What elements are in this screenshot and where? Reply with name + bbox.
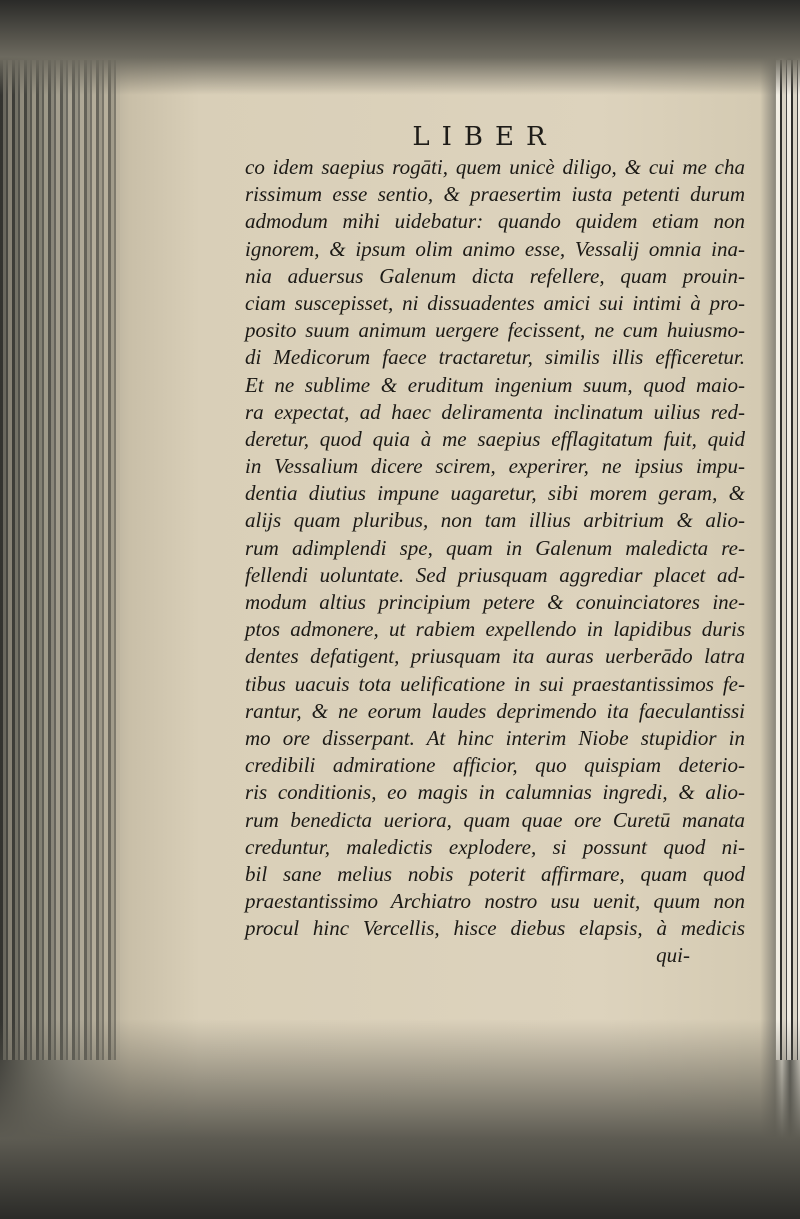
- text-line: di Medicorum faece tractaretur, similis illis efficeretur.: [245, 345, 745, 370]
- text-line: ptos admonere, ut rabiem expellendo in lapidibus duris: [245, 617, 745, 642]
- text-line: modum altius principium petere & conuinciatores ine-: [245, 590, 745, 614]
- text-line-row: [245, 263, 745, 290]
- text-line: ignorem, & ipsum olim animo esse, Vessalij omnia ina-: [245, 236, 745, 261]
- bottom-shadow: [0, 1019, 800, 1219]
- text-line: procul hinc Vercellis, hisce diebus elapsis, à medicis: [245, 916, 745, 941]
- text-line-row: [245, 562, 745, 589]
- text-line: admodum mihi uidebatur: quando quidem etiam non: [245, 209, 745, 234]
- text-line-row: [245, 236, 745, 263]
- text-line: dentia diutius impune uagaretur, sibi morem geram, &: [245, 481, 745, 506]
- book-page: [245, 120, 745, 969]
- text-line: dentes defatigent, priusquam ita auras uerberādo latra: [245, 644, 745, 669]
- text-line: Et ne sublime & eruditum ingenium suum, quod maio-: [245, 372, 745, 397]
- text-line-row: [245, 834, 745, 861]
- text-line: co idem saepius rogāti, quem unicè diligo, & cui me cha: [245, 155, 745, 179]
- text-line-row: [245, 453, 745, 480]
- body-text: [245, 154, 745, 942]
- text-line-row: [245, 399, 745, 426]
- text-line-row: [245, 779, 745, 806]
- text-line: credibili admiratione afficior, quo quispiam deterio-: [245, 753, 745, 778]
- text-line-row: [245, 290, 745, 317]
- text-line-row: [245, 643, 745, 670]
- text-line-row: [245, 344, 745, 371]
- text-line-row: [245, 725, 745, 752]
- text-line-row: [245, 671, 745, 698]
- text-line: ris conditionis, eo magis in calumnias ingredi, & alio-: [245, 780, 745, 805]
- text-line-row: [245, 589, 745, 616]
- left-page-edges: [0, 60, 120, 1060]
- text-line: in Vessalium dicere scirem, experirer, ne ipsius impu-: [245, 454, 745, 479]
- text-line: mo ore disserpant. At hinc interim Niobe stupidior in: [245, 725, 745, 750]
- running-head: LIBER: [412, 122, 558, 152]
- text-line-row: [245, 698, 745, 725]
- text-line: alijs quam pluribus, non tam illius arbitrium & alio-: [245, 508, 745, 533]
- text-line: posito suum animum uergere fecissent, ne cum huiusmo-: [245, 318, 745, 343]
- text-line: rum benedicta ueriora, quam quae ore Curetū manata: [245, 807, 745, 832]
- catchword: qui-: [656, 943, 690, 968]
- text-line: nia aduersus Galenum dicta refellere, quam prouin-: [245, 263, 745, 288]
- text-line-row: [245, 915, 745, 942]
- text-line-row: [245, 535, 745, 562]
- text-line: deretur, quod quia à me saepius efflagitatum fuit, quid: [245, 426, 745, 451]
- text-line-row: [245, 480, 745, 507]
- text-line-row: [245, 861, 745, 888]
- text-line: ra expectat, ad haec deliramenta inclinatum uilius red-: [245, 399, 745, 424]
- text-line: praestantissimo Archiatro nostro usu uenit, quum non: [245, 889, 745, 914]
- text-line: tibus uacuis tota uelificatione in sui praestantissimos fe-: [245, 671, 745, 696]
- text-line-row: [245, 426, 745, 453]
- text-line-row: [245, 208, 745, 235]
- text-line-row: [245, 154, 745, 181]
- top-shadow: [0, 0, 800, 95]
- text-line: rum adimplendi spe, quam in Galenum maledicta re-: [245, 535, 745, 560]
- text-line-row: [245, 317, 745, 344]
- right-page-edges: [776, 60, 800, 1060]
- text-line-row: [245, 372, 745, 399]
- text-line: bil sane melius nobis poterit affirmare, quam quod: [245, 861, 745, 886]
- text-line: ciam suscepisset, ni dissuadentes amici sui intimi à pro-: [245, 290, 745, 315]
- text-line-row: [245, 616, 745, 643]
- text-line-row: [245, 752, 745, 779]
- text-line: fellendi uoluntate. Sed priusquam aggrediar placet ad-: [245, 562, 745, 587]
- text-line: rantur, & ne eorum laudes deprimendo ita faeculantissi: [245, 698, 745, 723]
- text-line-row: [245, 888, 745, 915]
- text-line-row: [245, 807, 745, 834]
- text-line: creduntur, maledictis explodere, si possunt quod ni-: [245, 834, 745, 859]
- text-line: rissimum esse sentio, & praesertim iusta petenti durum: [245, 182, 745, 207]
- text-line-row: [245, 507, 745, 534]
- text-line-row: [245, 181, 745, 208]
